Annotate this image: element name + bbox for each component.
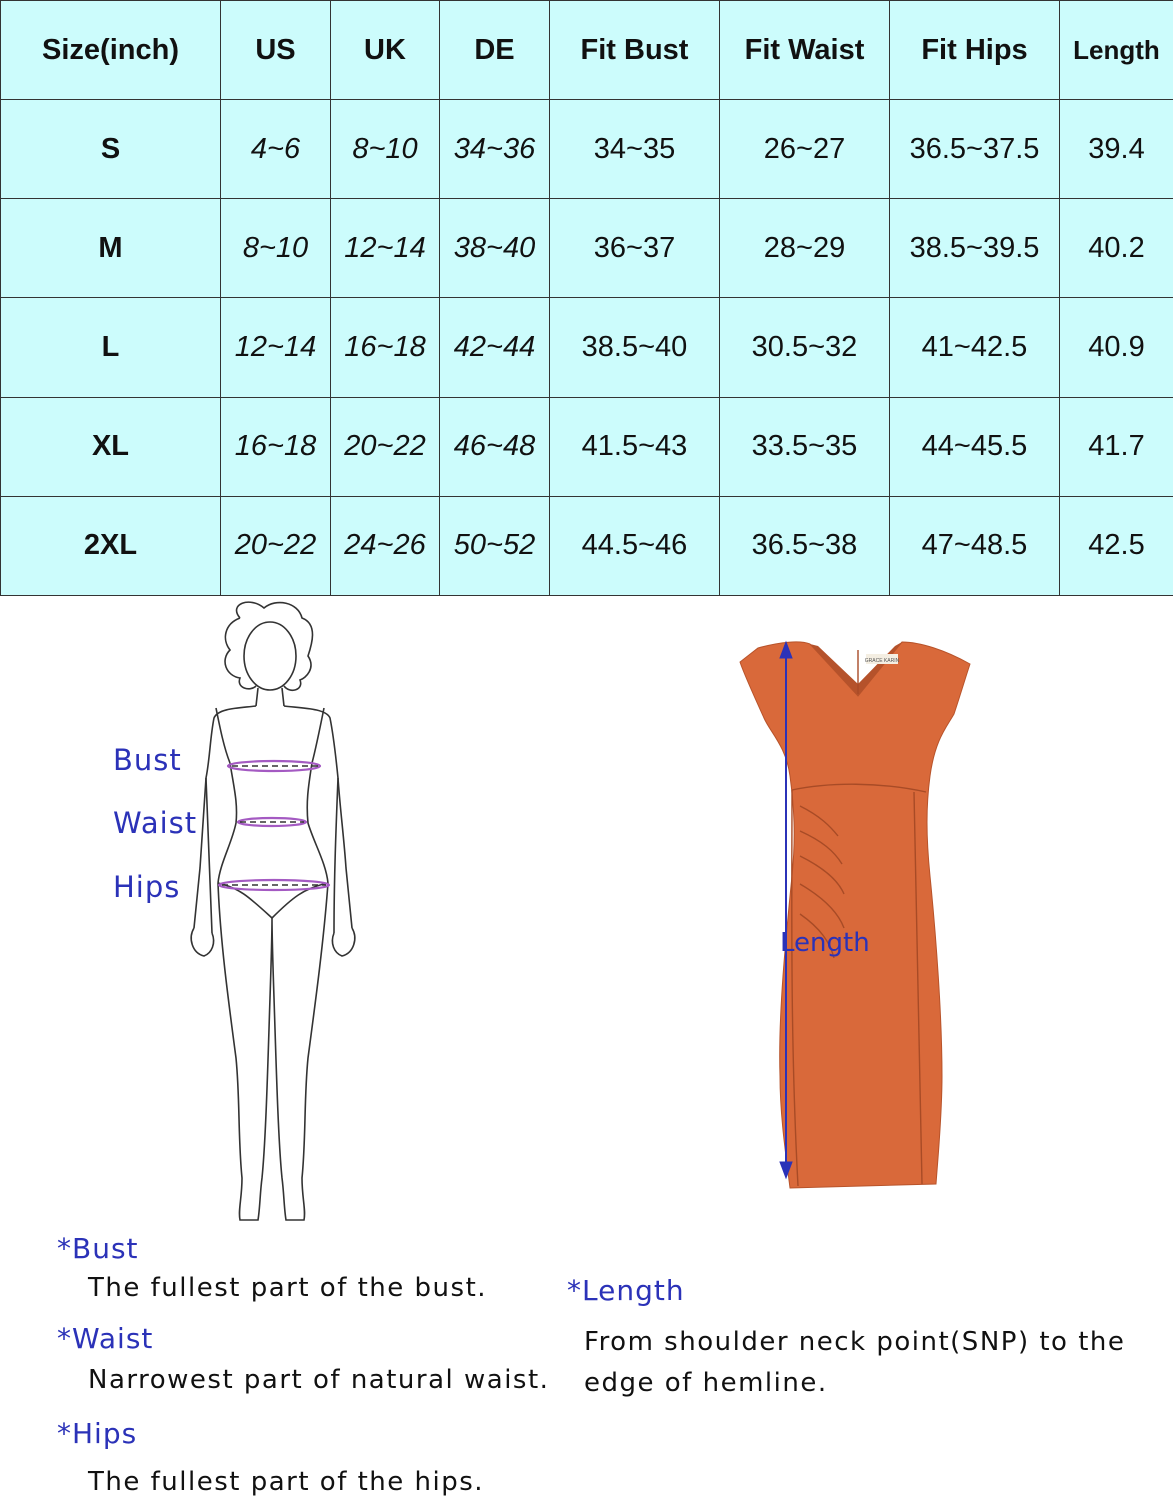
uk-cell: 8~10 xyxy=(331,100,440,199)
length-cell: 42.5 xyxy=(1060,496,1173,595)
hips-label: Hips xyxy=(113,870,180,904)
fit-bust-cell: 34~35 xyxy=(550,100,720,199)
bust-definition-title: *Bust xyxy=(57,1232,139,1265)
fit-hips-cell: 38.5~39.5 xyxy=(890,199,1060,298)
table-row xyxy=(1,397,1173,496)
table-row xyxy=(1,199,1173,298)
fit-hips-cell: 47~48.5 xyxy=(890,496,1060,595)
bra-outline xyxy=(216,708,324,763)
face-outline xyxy=(244,622,296,690)
size-cell: S xyxy=(1,100,221,199)
table-row xyxy=(1,496,1173,595)
fit-hips-cell: 44~45.5 xyxy=(890,397,1060,496)
fit-bust-cell: 41.5~43 xyxy=(550,397,720,496)
header-de: DE xyxy=(440,1,550,100)
size-chart-table xyxy=(0,0,1173,596)
bust-definition-text: The fullest part of the bust. xyxy=(88,1268,487,1309)
size-cell: L xyxy=(1,298,221,397)
uk-cell: 12~14 xyxy=(331,199,440,298)
us-cell: 8~10 xyxy=(221,199,331,298)
fit-waist-cell: 26~27 xyxy=(720,100,890,199)
fit-bust-cell: 38.5~40 xyxy=(550,298,720,397)
uk-cell: 20~22 xyxy=(331,397,440,496)
size-cell: XL xyxy=(1,397,221,496)
fit-bust-cell: 36~37 xyxy=(550,199,720,298)
header-fit-bust: Fit Bust xyxy=(550,1,720,100)
fit-bust-cell: 44.5~46 xyxy=(550,496,720,595)
length-definition-text-line1: From shoulder neck point(SNP) to the xyxy=(584,1322,1125,1363)
fit-waist-cell: 30.5~32 xyxy=(720,298,890,397)
fit-hips-cell: 41~42.5 xyxy=(890,298,1060,397)
dress-body xyxy=(740,642,970,1188)
length-definition-title: *Length xyxy=(567,1274,685,1307)
waist-outline xyxy=(218,763,328,883)
header-fit-waist: Fit Waist xyxy=(720,1,890,100)
hips-definition-text: The fullest part of the hips. xyxy=(88,1462,484,1503)
size-cell: M xyxy=(1,199,221,298)
table-row xyxy=(1,100,1173,199)
de-cell: 42~44 xyxy=(440,298,550,397)
uk-cell: 24~26 xyxy=(331,496,440,595)
bust-label: Bust xyxy=(113,743,182,777)
header-length: Length xyxy=(1060,1,1173,100)
dress-length-label: Length xyxy=(780,928,870,958)
length-cell: 39.4 xyxy=(1060,100,1173,199)
dress-tag-text: GRACE KARIN xyxy=(865,658,900,664)
waist-definition-text: Narrowest part of natural waist. xyxy=(88,1360,549,1401)
de-cell: 46~48 xyxy=(440,397,550,496)
fit-waist-cell: 33.5~35 xyxy=(720,397,890,496)
dress-illustration xyxy=(730,636,980,1196)
hips-definition-title: *Hips xyxy=(57,1417,137,1450)
table-row xyxy=(1,298,1173,397)
de-cell: 38~40 xyxy=(440,199,550,298)
header-row xyxy=(1,1,1173,100)
fit-hips-cell: 36.5~37.5 xyxy=(890,100,1060,199)
length-definition-text-line2: edge of hemline. xyxy=(584,1363,828,1404)
waist-label: Waist xyxy=(113,806,197,840)
us-cell: 12~14 xyxy=(221,298,331,397)
us-cell: 20~22 xyxy=(221,496,331,595)
fit-waist-cell: 36.5~38 xyxy=(720,496,890,595)
right-hand-outline xyxy=(332,928,354,956)
length-cell: 40.9 xyxy=(1060,298,1173,397)
left-hand-outline xyxy=(191,928,213,956)
hair-outline xyxy=(225,602,312,690)
waist-definition-title: *Waist xyxy=(57,1322,153,1355)
header-uk: UK xyxy=(331,1,440,100)
uk-cell: 16~18 xyxy=(331,298,440,397)
header-us: US xyxy=(221,1,331,100)
us-cell: 4~6 xyxy=(221,100,331,199)
de-cell: 34~36 xyxy=(440,100,550,199)
de-cell: 50~52 xyxy=(440,496,550,595)
legs-outline xyxy=(218,883,328,1220)
header-fit-hips: Fit Hips xyxy=(890,1,1060,100)
body-figure-illustration xyxy=(180,598,370,1230)
fit-waist-cell: 28~29 xyxy=(720,199,890,298)
length-cell: 40.2 xyxy=(1060,199,1173,298)
size-cell: 2XL xyxy=(1,496,221,595)
header-size: Size(inch) xyxy=(1,1,221,100)
us-cell: 16~18 xyxy=(221,397,331,496)
length-cell: 41.7 xyxy=(1060,397,1173,496)
